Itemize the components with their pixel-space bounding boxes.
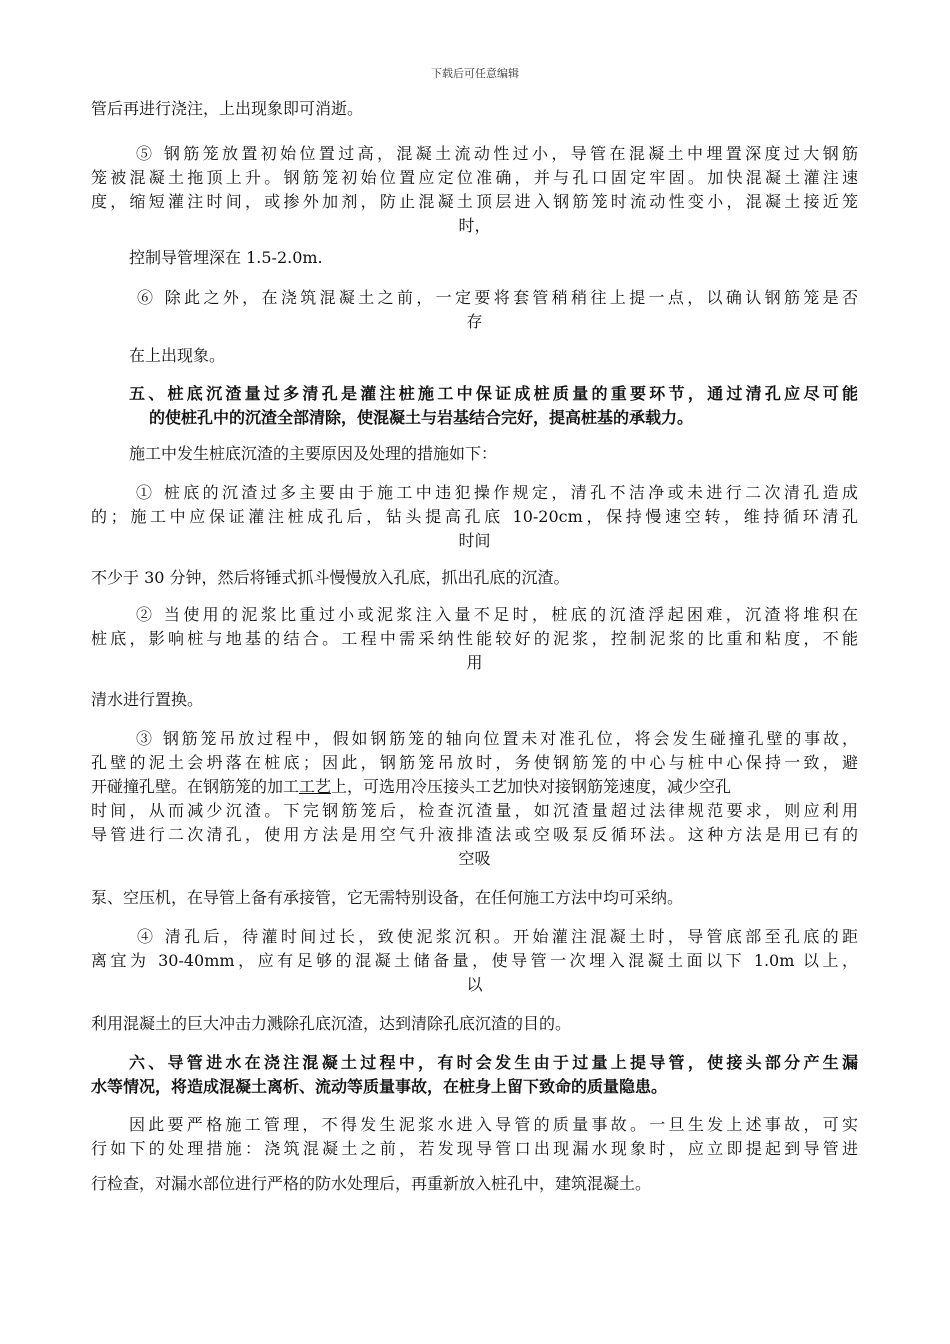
paragraph-line: 不少于 30 分钟，然后将锤式抓斗慢慢放入孔底，抓出孔底的沉渣。 <box>91 568 570 587</box>
paragraph-line: 孔壁的泥土会坍落在桩底；因此，钢筋笼吊放时，务使钢筋笼的中心与桩中心保持一致，避 <box>91 753 858 772</box>
paragraph-line: 管后再进行浇注，上出现象即可消逝。 <box>91 99 364 118</box>
paragraph-line: ④ 清孔后，待灌时间过长，致使泥浆沉积。开始灌注混凝土时，导管底部至孔底的距 <box>137 927 858 946</box>
text-segment: 上，可选用冷压接头工艺加快对接钢筋笼速度，减少空孔 <box>331 777 732 796</box>
paragraph-line: ⑥ 除此之外，在浇筑混凝土之前，一定要将套管稍稍往上提一点，以确认钢筋笼是否 <box>137 288 858 307</box>
paragraph-line <box>91 775 858 799</box>
paragraph-line: 桩底，影响桩与地基的结合。工程中需采纳性能较好的泥浆，控制泥浆的比重和粘度，不能 <box>91 629 858 648</box>
paragraph-line: 控制导管埋深在 1.5-2.0m. <box>129 248 323 267</box>
paragraph-line: 清水进行置换。 <box>91 690 204 709</box>
underlined-term: 工艺 <box>299 777 332 796</box>
paragraph-line: 时间 <box>458 531 491 550</box>
paragraph-line: 以 <box>466 975 483 994</box>
paragraph-line: 存 <box>466 312 483 331</box>
paragraph-line: 在上出现象。 <box>129 346 226 365</box>
paragraph-line: 导管进行二次清孔，使用方法是用空气升液排渣法或空吸泵反循环法。这种方法是用已有的 <box>91 825 858 844</box>
paragraph-line: 用 <box>466 653 483 672</box>
paragraph-line: 笼被混凝土拖顶上升。钢筋笼初始位置应定位准确，并与孔口固定牢固。加快混凝土灌注速 <box>91 168 858 187</box>
paragraph-line: 的；施工中应保证灌注桩成孔后，钻头提高孔底 10-20cm，保持慢速空转，维持循环清孔 <box>91 507 858 526</box>
paragraph-line: 时， <box>458 216 491 235</box>
section-heading-6: 水等情况，将造成混凝土离析、流动等质量事故，在桩身上留下致命的质量隐患。 <box>91 1077 668 1096</box>
text-segment: 开碰撞孔壁。在钢筋笼的加工 <box>91 777 300 796</box>
paragraph-line: ② 当使用的泥浆比重过小或泥浆注入量不足时，桩底的沉渣浮起困难，沉渣将堆积在 <box>136 605 858 624</box>
paragraph-line: 行如下的处理措施：浇筑混凝土之前，若发现导管口出现漏水现象时，应立即提起到导管进 <box>91 1139 858 1158</box>
paragraph-line: 空吸 <box>458 849 491 868</box>
section-heading-5: 五、桩底沉渣量过多清孔是灌注桩施工中保证成桩质量的重要环节，通过清孔应尽可能 <box>129 384 858 403</box>
paragraph-line: 因此要严格施工管理，不得发生泥浆水进入导管的质量事故。一旦生发上述事故，可实 <box>129 1115 858 1134</box>
paragraph-line: 时间，从而减少沉渣。下完钢筋笼后，检查沉渣量，如沉渣量超过法律规范要求，则应利用 <box>91 801 858 820</box>
page-header: 下载后可任意编辑 <box>431 67 519 80</box>
paragraph-line: 度，缩短灌注时间，或掺外加剂，防止混凝土顶层进入钢筋笼时流动性变小，混凝土接近笼 <box>91 192 858 211</box>
section-heading-6: 六、导管进水在浇注混凝土过程中，有时会发生由于过量上提导管，使接头部分产生漏 <box>129 1053 858 1072</box>
paragraph-line: ① 桩底的沉渣过多主要由于施工中违犯操作规定，清孔不洁净或未进行二次清孔造成 <box>136 483 858 502</box>
paragraph-line: 行检查，对漏水部位进行严格的防水处理后，再重新放入桩孔中，建筑混凝土。 <box>91 1174 652 1193</box>
section-heading-5: 的使桩孔中的沉渣全部清除，使混凝土与岩基结合完好，提高桩基的承载力。 <box>149 408 694 427</box>
paragraph-line: ⑤ 钢筋笼放置初始位置过高，混凝土流动性过小，导管在混凝土中埋置深度过大钢筋 <box>136 144 858 163</box>
paragraph-line: 施工中发生桩底沉渣的主要原因及处理的措施如下： <box>129 444 498 463</box>
paragraph-line: 利用混凝土的巨大冲击力溅除孔底沉渣，达到清除孔底沉渣的目的。 <box>91 1014 572 1033</box>
paragraph-line: ③ 钢筋笼吊放过程中，假如钢筋笼的轴向位置未对准孔位，将会发生碰撞孔壁的事故， <box>136 729 858 748</box>
paragraph-line: 泵、空压机，在导管上备有承接管，它无需特别设备，在任何施工方法中均可采纳。 <box>91 888 684 907</box>
paragraph-line: 离宜为 30-40mm，应有足够的混凝土储备量，使导管一次埋入混凝土面以下 1.0m 以上， <box>91 951 858 970</box>
